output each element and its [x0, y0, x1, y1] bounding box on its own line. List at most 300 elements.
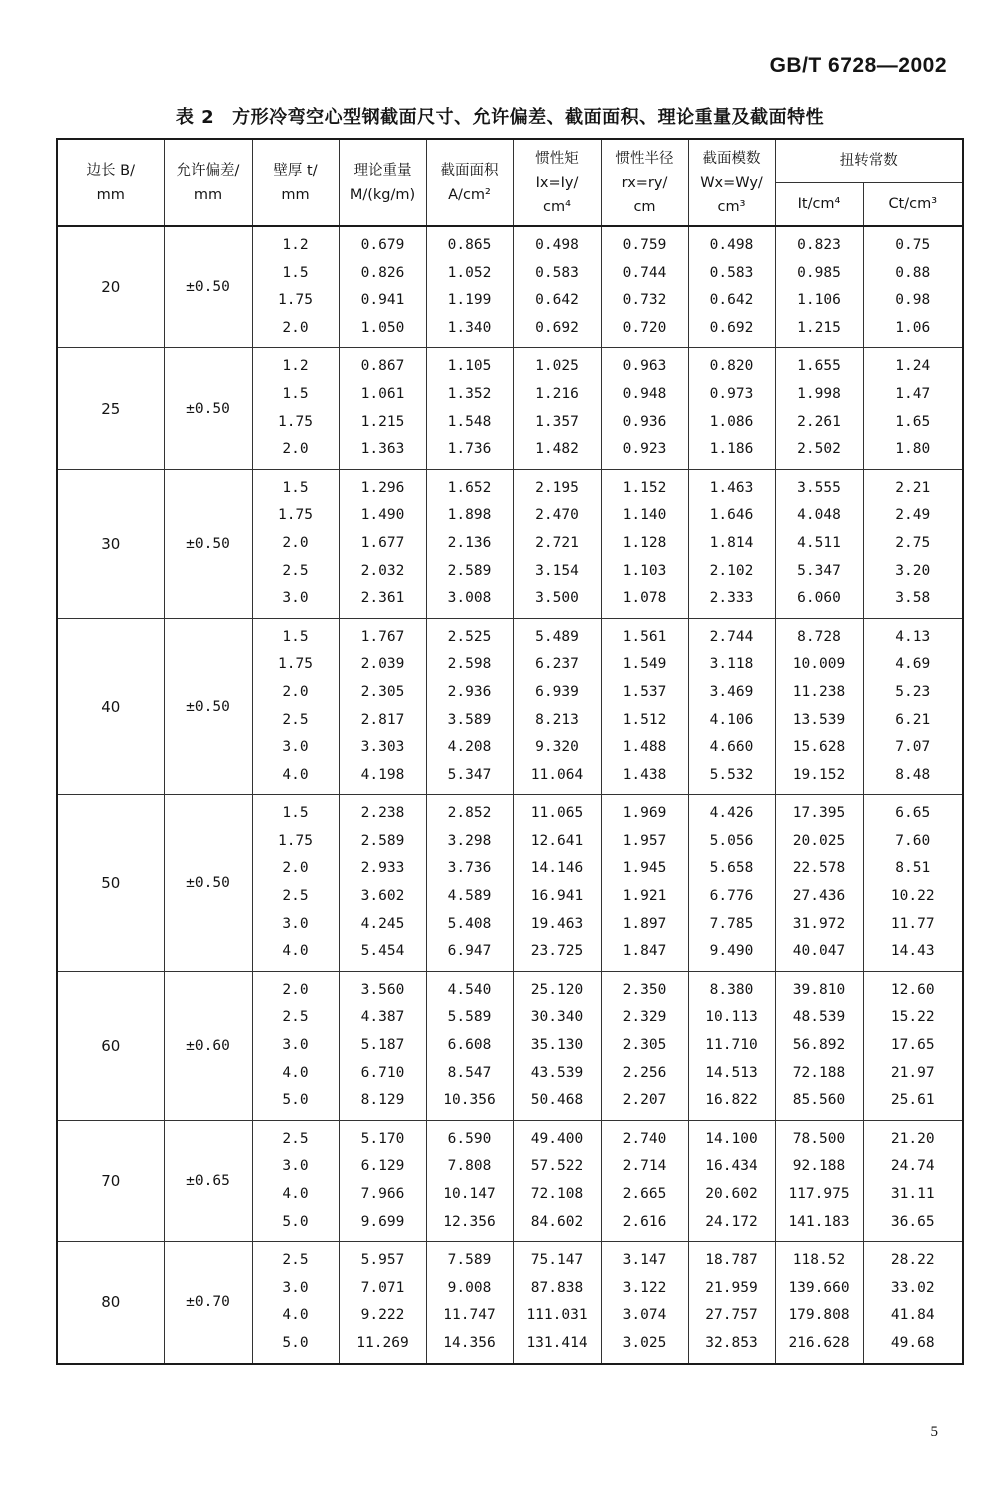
modulus-value: 16.822: [705, 1092, 758, 1109]
inertia-value: 1.216: [535, 385, 579, 402]
inertia-value: 72.108: [530, 1186, 584, 1202]
modulus-values: [688, 795, 775, 972]
radius-values: [601, 971, 688, 1120]
thickness-value: 3.0: [282, 915, 309, 932]
radius-value: 0.948: [622, 385, 667, 402]
inertia-value: 23.725: [530, 943, 584, 960]
header-tolerance-unit: mm: [193, 186, 223, 203]
standard-code: GB/T 6728—2002: [769, 54, 947, 77]
inertia-value: 3.154: [535, 562, 579, 579]
torsion-it-value: 56.892: [792, 1037, 846, 1054]
radius-value: 2.329: [622, 1009, 667, 1026]
area-value: 1.199: [447, 292, 492, 309]
torsion-ct-value: 28.22: [890, 1252, 935, 1269]
weight-values: [339, 618, 426, 795]
header-weight-line1: 理论重量: [353, 162, 412, 179]
area-value: 3.736: [447, 860, 492, 877]
torsion-ct-value: 5.23: [895, 683, 931, 700]
thickness-value: 4.0: [282, 1064, 309, 1081]
weight-value: 4.387: [360, 1009, 405, 1026]
table-title: 方形冷弯空心型钢截面尺寸、允许偏差、截面面积、理论重量及截面特性: [232, 107, 825, 128]
header-radius-line2: rx=ry/: [621, 174, 668, 191]
radius-value: 2.256: [622, 1064, 667, 1081]
torsion-ct-value: 12.60: [890, 981, 935, 998]
modulus-value: 4.660: [709, 739, 754, 756]
weight-value: 5.454: [360, 943, 405, 960]
radius-values: [601, 795, 688, 972]
modulus-values: [688, 1120, 775, 1241]
area-value: 1.105: [447, 358, 492, 375]
torsion-ct-values: [863, 1120, 963, 1241]
area-values: [426, 469, 513, 618]
torsion-ct-value: 3.58: [895, 590, 931, 607]
modulus-value: 11.710: [705, 1037, 758, 1054]
header-moment-of-inertia: [513, 139, 601, 226]
weight-value: 2.589: [360, 832, 405, 849]
weight-value: 6.710: [360, 1064, 405, 1081]
thickness-value: 1.5: [282, 805, 309, 822]
area-value: 1.352: [447, 385, 492, 402]
radius-value: 1.847: [622, 943, 667, 960]
weight-value: 2.817: [360, 711, 405, 728]
weight-values: [339, 226, 426, 348]
inertia-value: 6.939: [535, 683, 579, 700]
side-length-cell: 70: [57, 1120, 164, 1241]
thickness-value: 2.0: [282, 860, 309, 877]
area-value: 3.589: [447, 711, 492, 728]
torsion-ct-value: 1.06: [895, 319, 931, 336]
weight-value: 7.071: [360, 1279, 405, 1296]
table-row: [57, 795, 963, 972]
header-side-length-line1: 边长 B/: [86, 162, 135, 179]
thickness-value: 2.5: [282, 711, 309, 728]
inertia-values: [513, 618, 601, 795]
inertia-value: 1.482: [535, 441, 579, 458]
inertia-value: 19.463: [530, 915, 584, 932]
area-value: 11.747: [443, 1307, 496, 1324]
thickness-values: [252, 971, 339, 1120]
modulus-value: 10.113: [705, 1009, 758, 1026]
weight-value: 1.363: [360, 441, 405, 458]
weight-value: 0.867: [360, 358, 405, 375]
thickness-value: 2.0: [282, 981, 309, 998]
torsion-ct-value: 25.61: [890, 1092, 935, 1109]
torsion-it-value: 11.238: [792, 683, 846, 700]
modulus-values: [688, 348, 775, 469]
modulus-value: 4.106: [709, 711, 754, 728]
weight-value: 0.679: [360, 237, 405, 253]
area-value: 1.736: [447, 441, 492, 458]
inertia-values: [513, 1120, 601, 1241]
torsion-ct-value: 21.97: [890, 1064, 935, 1081]
tolerance-cell: ±0.65: [164, 1120, 252, 1241]
header-theoretical-weight: [339, 139, 426, 226]
radius-value: 1.512: [622, 711, 667, 728]
tolerance-cell: ±0.70: [164, 1242, 252, 1364]
torsion-ct-value: 6.21: [895, 711, 931, 728]
tolerance-cell: ±0.50: [164, 795, 252, 972]
modulus-values: [688, 226, 775, 348]
weight-value: 9.699: [360, 1213, 405, 1230]
weight-value: 2.361: [360, 590, 405, 607]
radius-value: 0.936: [622, 413, 667, 430]
thickness-value: 4.0: [282, 766, 309, 783]
torsion-it-value: 2.261: [797, 413, 841, 430]
area-value: 4.589: [447, 888, 492, 905]
weight-value: 9.222: [360, 1307, 405, 1324]
inertia-value: 43.539: [530, 1064, 584, 1081]
torsion-it-value: 72.188: [792, 1064, 846, 1081]
torsion-it-value: 40.047: [792, 943, 846, 960]
header-section-area: [426, 139, 513, 226]
header-side-length-unit: mm: [96, 186, 125, 203]
torsion-ct-value: 8.51: [895, 860, 931, 877]
area-value: 2.589: [447, 562, 492, 579]
header-inertia-line1: 惯性矩: [535, 150, 579, 167]
torsion-it-value: 4.048: [797, 507, 841, 524]
header-torsion-it: It/cm⁴: [775, 183, 863, 227]
weight-value: 8.129: [360, 1092, 405, 1109]
torsion-it-value: 3.555: [797, 479, 841, 496]
modulus-value: 18.787: [705, 1252, 758, 1269]
area-value: 7.808: [447, 1158, 492, 1175]
weight-value: 5.187: [360, 1037, 405, 1054]
torsion-it-value: 139.660: [788, 1279, 850, 1296]
header-tolerance-line1: 允许偏差/: [176, 162, 240, 179]
thickness-value: 1.75: [278, 507, 313, 524]
modulus-values: [688, 618, 775, 795]
torsion-ct-value: 0.75: [895, 237, 931, 253]
area-value: 8.547: [447, 1064, 492, 1081]
area-value: 5.347: [447, 766, 492, 783]
area-value: 0.865: [447, 237, 492, 253]
area-values: [426, 226, 513, 348]
weight-value: 5.957: [360, 1252, 405, 1269]
side-length-cell: 50: [57, 795, 164, 972]
radius-values: [601, 1242, 688, 1364]
radius-value: 2.350: [622, 981, 667, 998]
thickness-values: [252, 795, 339, 972]
modulus-value: 3.118: [709, 656, 754, 673]
modulus-value: 14.513: [705, 1064, 758, 1081]
radius-values: [601, 1120, 688, 1241]
weight-value: 3.560: [360, 981, 405, 998]
header-radius-unit: cm: [633, 198, 656, 215]
weight-value: 1.767: [360, 628, 405, 645]
area-value: 5.408: [447, 915, 492, 932]
thickness-values: [252, 348, 339, 469]
thickness-value: 2.0: [282, 319, 309, 336]
area-value: 7.589: [447, 1252, 492, 1269]
area-value: 2.525: [447, 628, 492, 645]
side-length-cell: 80: [57, 1242, 164, 1364]
tolerance-cell: ±0.50: [164, 226, 252, 348]
table-number: 表 2: [175, 107, 215, 128]
torsion-it-values: [775, 348, 863, 469]
thickness-value: 2.5: [282, 1009, 309, 1026]
table-row: [57, 618, 963, 795]
area-value: 6.590: [447, 1130, 492, 1147]
torsion-it-value: 5.347: [797, 562, 841, 579]
inertia-values: [513, 469, 601, 618]
area-value: 9.008: [447, 1279, 492, 1296]
modulus-value: 0.692: [709, 319, 754, 336]
radius-value: 3.074: [622, 1307, 667, 1324]
torsion-it-value: 10.009: [792, 656, 846, 673]
torsion-it-value: 1.998: [797, 385, 841, 402]
side-length-cell: 25: [57, 348, 164, 469]
radius-value: 1.921: [622, 888, 667, 905]
thickness-value: 1.5: [282, 628, 309, 645]
torsion-it-value: 8.728: [797, 628, 841, 645]
modulus-values: [688, 469, 775, 618]
thickness-value: 5.0: [282, 1213, 309, 1230]
torsion-it-value: 1.215: [797, 319, 841, 336]
area-values: [426, 1242, 513, 1364]
torsion-it-value: 0.823: [797, 237, 841, 253]
area-value: 3.008: [447, 590, 492, 607]
table-row: [57, 469, 963, 618]
side-length-cell: 40: [57, 618, 164, 795]
modulus-value: 1.814: [709, 534, 754, 551]
area-values: [426, 971, 513, 1120]
torsion-it-value: 85.560: [792, 1092, 846, 1109]
area-value: 4.208: [447, 739, 492, 756]
modulus-value: 4.426: [709, 805, 754, 822]
torsion-ct-values: [863, 348, 963, 469]
inertia-values: [513, 348, 601, 469]
thickness-value: 1.75: [278, 292, 313, 309]
inertia-value: 6.237: [535, 656, 579, 673]
modulus-values: [688, 1242, 775, 1364]
torsion-ct-value: 2.49: [895, 507, 931, 524]
area-value: 3.298: [447, 832, 492, 849]
inertia-value: 30.340: [530, 1009, 584, 1026]
inertia-values: [513, 1242, 601, 1364]
thickness-value: 4.0: [282, 943, 309, 960]
weight-values: [339, 1242, 426, 1364]
weight-value: 2.032: [360, 562, 405, 579]
thickness-value: 3.0: [282, 1037, 309, 1054]
torsion-it-value: 92.188: [792, 1158, 846, 1175]
torsion-it-values: [775, 469, 863, 618]
radius-value: 1.140: [622, 507, 667, 524]
weight-value: 5.170: [360, 1130, 405, 1147]
inertia-value: 3.500: [535, 590, 579, 607]
tolerance-cell: ±0.60: [164, 971, 252, 1120]
inertia-value: 9.320: [535, 739, 579, 756]
weight-value: 3.602: [360, 888, 405, 905]
inertia-value: 8.213: [535, 711, 579, 728]
thickness-value: 4.0: [282, 1307, 309, 1324]
inertia-value: 0.498: [535, 237, 579, 253]
area-value: 1.652: [447, 479, 492, 496]
thickness-values: [252, 469, 339, 618]
torsion-it-value: 19.152: [792, 766, 846, 783]
radius-value: 3.147: [622, 1252, 667, 1269]
weight-value: 2.305: [360, 683, 405, 700]
modulus-value: 5.056: [709, 832, 754, 849]
inertia-value: 35.130: [530, 1037, 584, 1054]
area-values: [426, 795, 513, 972]
header-wall-thickness: [252, 139, 339, 226]
modulus-value: 16.434: [705, 1158, 758, 1175]
modulus-value: 8.380: [709, 981, 754, 998]
section-properties-table: [56, 138, 964, 1365]
inertia-value: 1.357: [535, 413, 579, 430]
table-row: [57, 971, 963, 1120]
thickness-value: 2.5: [282, 1130, 309, 1147]
modulus-values: [688, 971, 775, 1120]
inertia-value: 1.025: [535, 358, 579, 375]
weight-value: 7.966: [360, 1186, 405, 1202]
header-side-length: [57, 139, 164, 226]
torsion-ct-value: 1.47: [895, 385, 931, 402]
thickness-value: 1.5: [282, 479, 309, 496]
torsion-ct-value: 17.65: [890, 1037, 935, 1054]
table-row: [57, 1120, 963, 1241]
modulus-value: 20.602: [705, 1186, 758, 1202]
weight-value: 1.677: [360, 534, 405, 551]
torsion-it-value: 4.511: [797, 534, 841, 551]
weight-value: 1.061: [360, 385, 405, 402]
torsion-ct-values: [863, 469, 963, 618]
radius-value: 1.103: [622, 562, 667, 579]
table-body: [57, 226, 963, 1364]
thickness-value: 2.5: [282, 888, 309, 905]
radius-value: 1.549: [622, 656, 667, 673]
weight-value: 6.129: [360, 1158, 405, 1175]
weight-value: 3.303: [360, 739, 405, 756]
inertia-value: 12.641: [530, 832, 584, 849]
radius-value: 0.759: [622, 237, 667, 253]
torsion-it-value: 2.502: [797, 441, 841, 458]
torsion-it-value: 22.578: [792, 860, 846, 877]
thickness-values: [252, 1242, 339, 1364]
inertia-value: 75.147: [530, 1252, 584, 1269]
modulus-value: 32.853: [705, 1334, 758, 1351]
inertia-value: 111.031: [526, 1307, 588, 1324]
weight-value: 1.215: [360, 413, 405, 430]
inertia-value: 14.146: [530, 860, 584, 877]
torsion-it-value: 118.52: [792, 1252, 846, 1269]
torsion-it-value: 20.025: [792, 832, 846, 849]
radius-value: 2.714: [622, 1158, 667, 1175]
modulus-value: 21.959: [705, 1279, 758, 1296]
inertia-value: 50.468: [530, 1092, 584, 1109]
area-value: 4.540: [447, 981, 492, 998]
radius-value: 1.957: [622, 832, 667, 849]
radius-value: 0.744: [622, 264, 667, 281]
torsion-ct-values: [863, 1242, 963, 1364]
table-row: [57, 226, 963, 348]
area-value: 2.598: [447, 656, 492, 673]
table-row: [57, 1242, 963, 1364]
radius-value: 1.152: [622, 479, 667, 496]
thickness-value: 1.75: [278, 832, 313, 849]
thickness-values: [252, 1120, 339, 1241]
thickness-value: 1.2: [282, 358, 309, 375]
weight-value: 2.039: [360, 656, 405, 673]
thickness-value: 5.0: [282, 1334, 309, 1351]
modulus-value: 3.469: [709, 683, 754, 700]
area-value: 2.136: [447, 534, 492, 551]
radius-value: 2.616: [622, 1213, 667, 1230]
thickness-values: [252, 226, 339, 348]
inertia-values: [513, 226, 601, 348]
radius-values: [601, 618, 688, 795]
area-value: 6.608: [447, 1037, 492, 1054]
modulus-value: 24.172: [705, 1213, 758, 1230]
radius-value: 1.438: [622, 766, 667, 783]
radius-value: 1.488: [622, 739, 667, 756]
radius-value: 1.078: [622, 590, 667, 607]
inertia-value: 131.414: [526, 1334, 588, 1351]
modulus-value: 1.646: [709, 507, 754, 524]
torsion-ct-value: 1.24: [895, 358, 931, 375]
radius-value: 0.963: [622, 358, 667, 375]
thickness-value: 2.0: [282, 441, 309, 458]
inertia-value: 2.470: [535, 507, 579, 524]
torsion-ct-value: 1.65: [895, 413, 931, 430]
modulus-value: 2.333: [709, 590, 754, 607]
header-section-modulus: [688, 139, 775, 226]
inertia-value: 2.721: [535, 534, 579, 551]
modulus-value: 0.498: [709, 237, 754, 253]
torsion-ct-value: 14.43: [890, 943, 935, 960]
torsion-it-values: [775, 618, 863, 795]
inertia-value: 0.583: [535, 264, 579, 281]
torsion-it-values: [775, 795, 863, 972]
torsion-ct-value: 1.80: [895, 441, 931, 458]
torsion-it-value: 48.539: [792, 1009, 846, 1026]
modulus-value: 2.744: [709, 628, 754, 645]
torsion-ct-value: 7.07: [895, 739, 931, 756]
modulus-value: 0.583: [709, 264, 754, 281]
inertia-value: 11.065: [530, 805, 584, 822]
header-radius-line1: 惯性半径: [615, 150, 674, 167]
torsion-it-value: 117.975: [788, 1186, 850, 1202]
header-weight-unit: M/(kg/m): [349, 186, 416, 203]
torsion-ct-value: 2.75: [895, 534, 931, 551]
torsion-it-value: 141.183: [788, 1213, 850, 1230]
thickness-value: 2.0: [282, 534, 309, 551]
torsion-it-value: 1.655: [797, 358, 841, 375]
torsion-it-value: 0.985: [797, 264, 841, 281]
inertia-value: 84.602: [530, 1213, 584, 1230]
radius-value: 1.561: [622, 628, 667, 645]
radius-value: 0.732: [622, 292, 667, 309]
torsion-ct-values: [863, 795, 963, 972]
torsion-it-value: 6.060: [797, 590, 841, 607]
weight-values: [339, 469, 426, 618]
modulus-value: 7.785: [709, 915, 754, 932]
torsion-ct-values: [863, 618, 963, 795]
torsion-ct-value: 0.88: [895, 264, 931, 281]
table-header: [57, 139, 963, 226]
header-modulus-line1: 截面模数: [702, 150, 761, 167]
thickness-value: 5.0: [282, 1092, 309, 1109]
weight-values: [339, 348, 426, 469]
header-area-unit: A/cm²: [448, 186, 491, 203]
area-value: 1.548: [447, 413, 492, 430]
inertia-value: 2.195: [535, 479, 579, 496]
torsion-ct-value: 33.02: [890, 1279, 935, 1296]
modulus-value: 27.757: [705, 1307, 758, 1324]
inertia-value: 49.400: [530, 1130, 584, 1147]
page-number: 5: [930, 1424, 938, 1440]
header-radius-of-gyration: [601, 139, 688, 226]
